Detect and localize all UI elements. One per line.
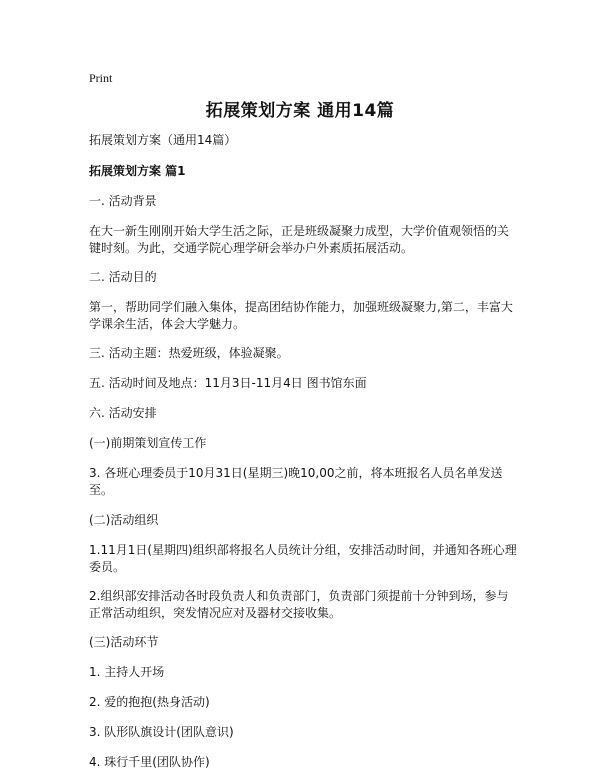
paragraph-organization-1: 1.11月1日(星期四)组织部将报名人员统计分组，安排活动时间，并通知各班心理委员。 [89,543,517,574]
heading-purpose: 二. 活动目的 [89,270,157,284]
subheading-organization: (二)活动组织 [89,513,159,527]
list-item: 2. 爱的抱抱(热身活动) [89,695,210,709]
section-heading: 拓展策划方案 篇1 [89,164,186,178]
list-item: 4. 珠行千里(团队协作) [89,755,210,769]
document-body [89,132,517,784]
paragraph-purpose: 第一，帮助同学们融入集体，提高团结协作能力，加强班级凝聚力,第二，丰富大学课余生活，体会大学魅力。 [89,300,513,331]
list-item: 1. 主持人开场 [89,665,165,679]
paragraph-background: 在大一新生刚刚开始大学生活之际，正是班级凝聚力成型，大学价值观领悟的关键时刻。为此，交通学院心理学研会举办户外素质拓展活动。 [89,224,510,255]
subheading-activities: (三)活动环节 [89,635,159,649]
document-title: 拓展策划方案 通用14篇 [205,101,395,121]
print-link[interactable]: Print [89,71,113,85]
document-subtitle: 拓展策划方案（通用14篇） [89,133,237,147]
heading-theme: 三. 活动主题：热爱班级，体验凝聚。 [89,346,289,360]
subheading-promotion: (一)前期策划宣传工作 [89,436,207,450]
list-item: 3. 队形队旗设计(团队意识) [89,725,234,739]
heading-background: 一. 活动背景 [89,194,157,208]
paragraph-signup: 3. 各班心理委员于10月31日(星期三)晚10,00之前，将本班报名人员名单发送至。 [89,466,503,497]
paragraph-organization-2: 2.组织部安排活动各时段负责人和负责部门，负责部门须提前十分钟到场，参与正常活动组织，突发情况应对及器材交接收集。 [89,589,509,620]
heading-time-location: 五. 活动时间及地点：11月3日-11月4日 图书馆东面 [89,376,367,390]
heading-arrangement: 六. 活动安排 [89,406,157,420]
